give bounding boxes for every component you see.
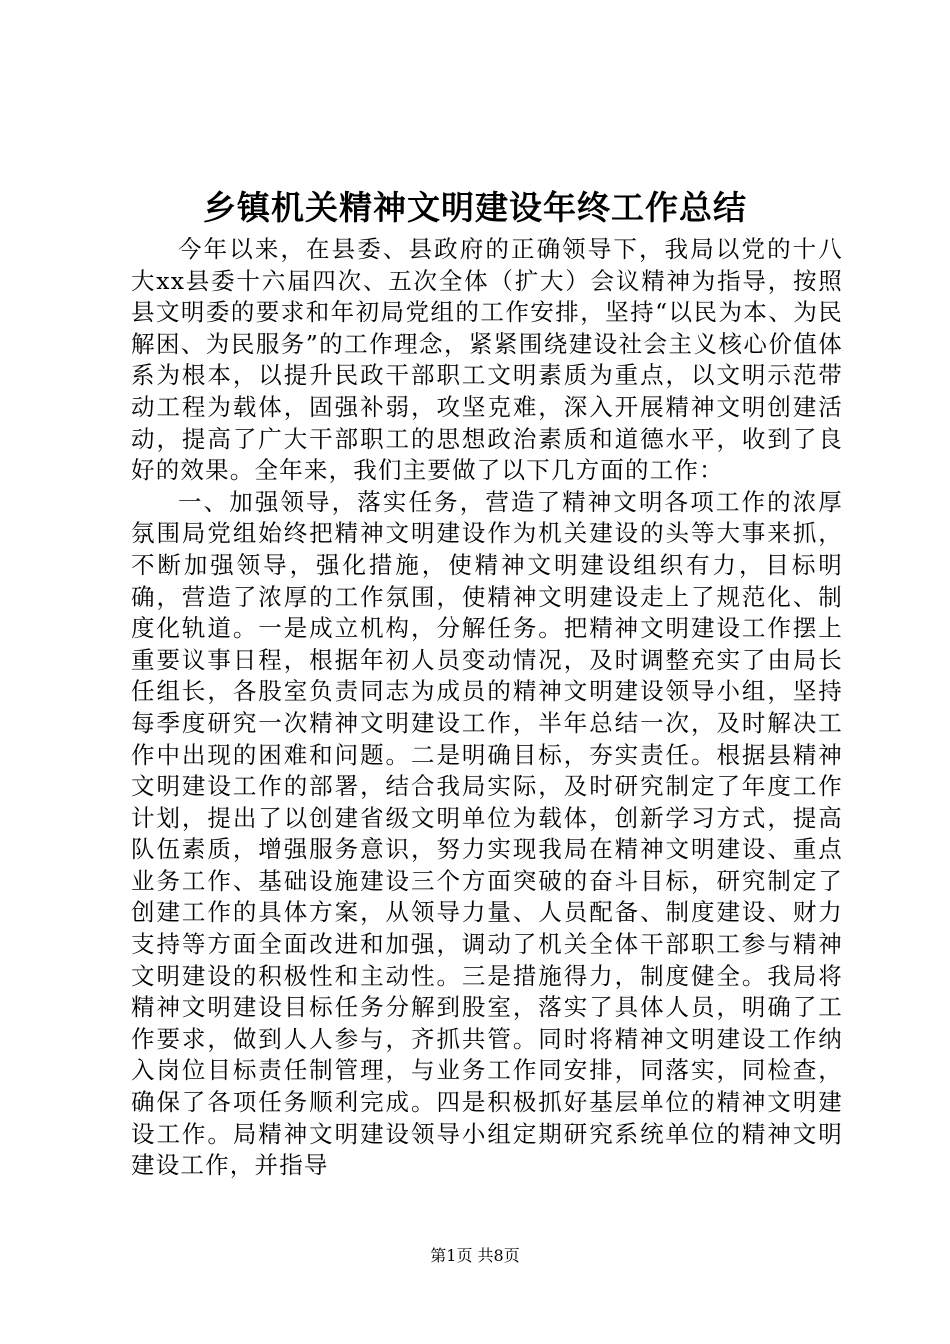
- document-title: 乡镇机关精神文明建设年终工作总结: [203, 188, 747, 227]
- paragraph-intro: 今年以来，在县委、县政府的正确领导下，我局以党的十八大xx县委十六届四次、五次全体（扩大）会议精神为指导，按照县文明委的要求和年初局党组的工作安排，坚持“以民为本、为民解困、为民服务”的工作理念，紧紧围绕建设社会主义核心价值体系为根本，以提升民政干部职工文明素质为重点，以文明示范带动工程为载体，固强补弱，攻坚克难，深入开展精神文明创建活动，提高了广大干部职工的思想政治素质和道德水平，收到了良好的效果。全年来，我们主要做了以下几方面的工作：: [131, 235, 843, 485]
- document-body: [131, 234, 843, 1182]
- paragraph-section-one: 一、加强领导，落实任务，营造了精神文明各项工作的浓厚氛围局党组始终把精神文明建设作为机关建设的头等大事来抓，不断加强领导，强化措施，使精神文明建设组织有力，目标明确，营造了浓厚的工作氛围，使精神文明建设走上了规范化、制度化轨道。一是成立机构，分解任务。把精神文明建设工作摆上重要议事日程，根据年初人员变动情况，及时调整充实了由局长任组长，各股室负责同志为成员的精神文明建设领导小组，坚持每季度研究一次精神文明建设工作，半年总结一次，及时解决工作中出现的困难和问题。二是明确目标，夯实责任。根据县精神文明建设工作的部署，结合我局实际，及时研究制定了年度工作计划，提出了以创建省级文明单位为载体，创新学习方式，提高队伍素质，增强服务意识，努力实现我局在精神文明建设、重点业务工作、基础设施建设三个方面突破的奋斗目标，研究制定了创建工作的具体方案，从领导力量、人员配备、制度建设、财力支持等方面全面改进和加强，调动了机关全体干部职工参与精神文明建设的积极性和主动性。三是措施得力，制度健全。我局将精神文明建设目标任务分解到股室，落实了具体人员，明确了工作要求，做到人人参与，齐抓共管。同时将精神文明建设工作纳入岗位目标责任制管理，与业务工作同安排，同落实，同检查，确保了各项任务顺利完成。四是积极抓好基层单位的精神文明建设工作。局精神文明建设领导小组定期研究系统单位的精神文明建设工作，并指导: [131, 487, 843, 1180]
- page-footer: 第1页 共8页: [430, 1246, 520, 1265]
